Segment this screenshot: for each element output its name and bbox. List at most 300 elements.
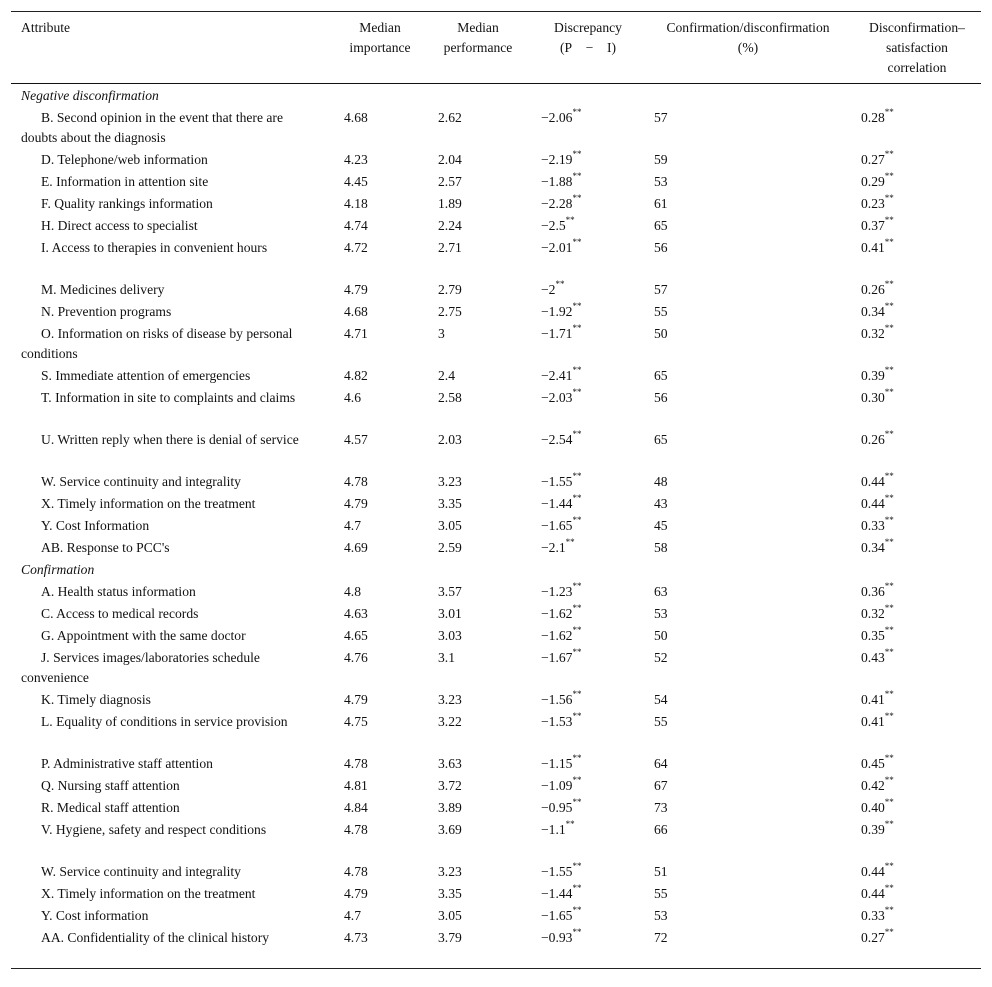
cell-discrepancy-value: −2.01 bbox=[541, 240, 573, 255]
cell-attribute bbox=[21, 494, 311, 514]
cell-confirmation bbox=[654, 626, 668, 646]
significance-mark: ** bbox=[565, 537, 575, 548]
cell-median-performance-value: 2.58 bbox=[438, 390, 462, 405]
section-title: Negative disconfirmation bbox=[21, 88, 159, 103]
cell-attribute bbox=[21, 798, 311, 818]
cell-discrepancy bbox=[541, 928, 581, 948]
cell-confirmation-value: 65 bbox=[654, 368, 668, 383]
table-row bbox=[11, 710, 981, 752]
table-row bbox=[11, 214, 981, 236]
cell-median-performance-value: 2.24 bbox=[438, 218, 462, 233]
cell-correlation-value: 0.44 bbox=[861, 864, 885, 879]
cell-median-importance-value: 4.45 bbox=[344, 174, 368, 189]
cell-attribute bbox=[21, 820, 311, 840]
table-bottom-rule bbox=[11, 968, 981, 969]
cell-confirmation-value: 73 bbox=[654, 800, 668, 815]
cell-median-performance-value: 3.89 bbox=[438, 800, 462, 815]
cell-attribute bbox=[21, 928, 311, 948]
cell-correlation-value: 0.43 bbox=[861, 650, 885, 665]
cell-correlation-value: 0.41 bbox=[861, 714, 885, 729]
cell-attribute bbox=[21, 194, 311, 214]
cell-confirmation-value: 63 bbox=[654, 584, 668, 599]
cell-correlation bbox=[861, 928, 894, 948]
cell-correlation-value: 0.44 bbox=[861, 496, 885, 511]
cell-median-importance bbox=[344, 776, 368, 796]
cell-median-importance-value: 4.65 bbox=[344, 628, 368, 643]
cell-confirmation-value: 65 bbox=[654, 432, 668, 447]
table-row bbox=[11, 752, 981, 774]
cell-attribute-value: N. Prevention programs bbox=[41, 304, 172, 319]
cell-median-importance bbox=[344, 108, 368, 128]
cell-median-importance bbox=[344, 690, 368, 710]
cell-correlation bbox=[861, 430, 894, 450]
cell-correlation-value: 0.39 bbox=[861, 368, 885, 383]
cell-discrepancy bbox=[541, 776, 581, 796]
cell-attribute-value: U. Written reply when there is denial of service bbox=[41, 432, 299, 447]
significance-mark: ** bbox=[884, 237, 894, 248]
cell-confirmation-value: 53 bbox=[654, 174, 668, 189]
cell-median-importance-value: 4.78 bbox=[344, 474, 368, 489]
significance-mark: ** bbox=[884, 775, 894, 786]
cell-correlation bbox=[861, 516, 894, 536]
cell-discrepancy-value: −2.5 bbox=[541, 218, 566, 233]
table-row bbox=[11, 688, 981, 710]
cell-median-importance-value: 4.57 bbox=[344, 432, 368, 447]
significance-mark: ** bbox=[572, 323, 582, 334]
cell-discrepancy bbox=[541, 516, 581, 536]
cell-attribute bbox=[21, 582, 311, 602]
cell-correlation bbox=[861, 494, 894, 514]
significance-mark: ** bbox=[884, 537, 894, 548]
significance-mark: ** bbox=[884, 323, 894, 334]
cell-correlation-value: 0.41 bbox=[861, 692, 885, 707]
table-row bbox=[11, 774, 981, 796]
table-row bbox=[11, 106, 981, 148]
cell-correlation bbox=[861, 582, 894, 602]
cell-median-importance-value: 4.79 bbox=[344, 496, 368, 511]
cell-median-importance bbox=[344, 494, 368, 514]
cell-confirmation-value: 64 bbox=[654, 756, 668, 771]
cell-attribute bbox=[21, 472, 311, 492]
significance-mark: ** bbox=[884, 493, 894, 504]
cell-median-importance-value: 4.7 bbox=[344, 518, 361, 533]
cell-attribute bbox=[21, 884, 311, 904]
cell-median-performance-value: 2.03 bbox=[438, 432, 462, 447]
cell-attribute-value: D. Telephone/web information bbox=[41, 152, 208, 167]
cell-median-performance-value: 3.69 bbox=[438, 822, 462, 837]
cell-median-performance-value: 2.75 bbox=[438, 304, 462, 319]
cell-correlation-value: 0.44 bbox=[861, 474, 885, 489]
cell-median-performance bbox=[438, 472, 462, 492]
cell-median-performance bbox=[438, 884, 462, 904]
cell-confirmation bbox=[654, 690, 668, 710]
cell-attribute bbox=[21, 862, 311, 882]
table-row bbox=[11, 646, 981, 688]
cell-correlation bbox=[861, 324, 894, 344]
cell-confirmation-value: 54 bbox=[654, 692, 668, 707]
cell-discrepancy bbox=[541, 582, 581, 602]
cell-confirmation-value: 52 bbox=[654, 650, 668, 665]
cell-median-importance bbox=[344, 906, 361, 926]
cell-confirmation-value: 50 bbox=[654, 628, 668, 643]
table-header bbox=[11, 12, 981, 83]
significance-mark: ** bbox=[884, 581, 894, 592]
cell-median-performance-value: 2.4 bbox=[438, 368, 455, 383]
cell-discrepancy bbox=[541, 798, 581, 818]
cell-attribute bbox=[21, 388, 311, 408]
significance-mark: ** bbox=[572, 171, 582, 182]
cell-correlation-value: 0.26 bbox=[861, 282, 885, 297]
cell-median-importance bbox=[344, 194, 368, 214]
cell-confirmation bbox=[654, 494, 668, 514]
cell-median-performance bbox=[438, 626, 462, 646]
significance-mark: ** bbox=[565, 215, 575, 226]
cell-median-importance bbox=[344, 472, 368, 492]
significance-mark: ** bbox=[884, 927, 894, 938]
cell-discrepancy-value: −2.19 bbox=[541, 152, 573, 167]
cell-attribute bbox=[21, 302, 311, 322]
significance-mark: ** bbox=[572, 107, 582, 118]
significance-mark: ** bbox=[572, 429, 582, 440]
cell-correlation bbox=[861, 906, 894, 926]
cell-median-importance bbox=[344, 754, 368, 774]
cell-median-importance bbox=[344, 712, 368, 732]
cell-attribute bbox=[21, 538, 311, 558]
significance-mark: ** bbox=[884, 429, 894, 440]
cell-confirmation-value: 66 bbox=[654, 822, 668, 837]
cell-attribute bbox=[21, 754, 311, 774]
cell-confirmation bbox=[654, 516, 668, 536]
cell-median-importance bbox=[344, 538, 368, 558]
cell-discrepancy bbox=[541, 494, 581, 514]
cell-attribute bbox=[21, 280, 311, 300]
cell-median-performance-value: 3.63 bbox=[438, 756, 462, 771]
cell-correlation bbox=[861, 538, 894, 558]
cell-median-performance-value: 2.04 bbox=[438, 152, 462, 167]
significance-mark: ** bbox=[884, 647, 894, 658]
cell-confirmation bbox=[654, 172, 668, 192]
significance-mark: ** bbox=[884, 301, 894, 312]
cell-discrepancy-value: −1.23 bbox=[541, 584, 573, 599]
significance-mark: ** bbox=[572, 365, 582, 376]
cell-correlation bbox=[861, 302, 894, 322]
cell-attribute bbox=[21, 712, 311, 732]
cell-median-performance bbox=[438, 712, 462, 732]
significance-mark: ** bbox=[572, 515, 582, 526]
cell-median-importance bbox=[344, 604, 368, 624]
cell-median-performance-value: 3.01 bbox=[438, 606, 462, 621]
cell-confirmation-value: 58 bbox=[654, 540, 668, 555]
table-row bbox=[11, 322, 981, 364]
cell-confirmation bbox=[654, 798, 668, 818]
cell-discrepancy-value: −1.44 bbox=[541, 886, 573, 901]
cell-median-performance bbox=[438, 754, 462, 774]
cell-median-importance-value: 4.18 bbox=[344, 196, 368, 211]
cell-attribute-value: L. Equality of conditions in service provision bbox=[41, 714, 288, 729]
cell-discrepancy bbox=[541, 626, 581, 646]
cell-median-performance bbox=[438, 538, 462, 558]
cell-attribute-value: I. Access to therapies in convenient hours bbox=[41, 240, 268, 255]
cell-attribute bbox=[21, 150, 311, 170]
cell-median-importance-value: 4.68 bbox=[344, 304, 368, 319]
table-row bbox=[11, 236, 981, 278]
cell-confirmation-value: 67 bbox=[654, 778, 668, 793]
cell-median-performance bbox=[438, 820, 462, 840]
cell-median-importance-value: 4.78 bbox=[344, 864, 368, 879]
cell-attribute bbox=[21, 324, 311, 364]
cell-median-performance-value: 3.05 bbox=[438, 908, 462, 923]
cell-attribute bbox=[21, 626, 311, 646]
cell-correlation bbox=[861, 238, 894, 258]
cell-attribute-value: Q. Nursing staff attention bbox=[41, 778, 180, 793]
cell-correlation bbox=[861, 820, 894, 840]
section-heading bbox=[11, 558, 981, 580]
cell-attribute bbox=[21, 604, 311, 624]
cell-median-performance bbox=[438, 798, 462, 818]
cell-discrepancy-value: −1.88 bbox=[541, 174, 573, 189]
cell-median-importance bbox=[344, 626, 368, 646]
cell-attribute-value: H. Direct access to specialist bbox=[41, 218, 198, 233]
cell-discrepancy bbox=[541, 238, 581, 258]
cell-correlation-value: 0.40 bbox=[861, 800, 885, 815]
cell-median-performance-value: 3.23 bbox=[438, 692, 462, 707]
cell-discrepancy-value: −1.55 bbox=[541, 474, 573, 489]
significance-mark: ** bbox=[884, 193, 894, 204]
significance-mark: ** bbox=[572, 753, 582, 764]
cell-confirmation bbox=[654, 324, 668, 344]
cell-median-importance-value: 4.71 bbox=[344, 326, 368, 341]
cell-confirmation-value: 48 bbox=[654, 474, 668, 489]
table-row bbox=[11, 428, 981, 470]
cell-median-performance-value: 2.57 bbox=[438, 174, 462, 189]
cell-confirmation bbox=[654, 472, 668, 492]
significance-mark: ** bbox=[572, 905, 582, 916]
cell-correlation-value: 0.44 bbox=[861, 886, 885, 901]
cell-correlation bbox=[861, 366, 894, 386]
cell-median-performance bbox=[438, 516, 462, 536]
cell-correlation-value: 0.27 bbox=[861, 930, 885, 945]
cell-confirmation bbox=[654, 238, 668, 258]
cell-median-performance bbox=[438, 648, 455, 668]
cell-median-performance-value: 2.71 bbox=[438, 240, 462, 255]
cell-median-importance-value: 4.81 bbox=[344, 778, 368, 793]
cell-attribute bbox=[21, 516, 311, 536]
cell-confirmation bbox=[654, 604, 668, 624]
cell-discrepancy-value: −1.15 bbox=[541, 756, 573, 771]
significance-mark: ** bbox=[572, 387, 582, 398]
cell-median-importance-value: 4.7 bbox=[344, 908, 361, 923]
cell-correlation-value: 0.32 bbox=[861, 606, 885, 621]
table-row bbox=[11, 904, 981, 926]
cell-confirmation bbox=[654, 582, 668, 602]
significance-mark: ** bbox=[884, 107, 894, 118]
table-row bbox=[11, 170, 981, 192]
significance-mark: ** bbox=[884, 689, 894, 700]
header-confirmation: Confirmation/disconfirmation (%) bbox=[666, 20, 830, 55]
cell-discrepancy-value: −1.1 bbox=[541, 822, 566, 837]
cell-correlation-value: 0.23 bbox=[861, 196, 885, 211]
cell-confirmation-value: 50 bbox=[654, 326, 668, 341]
cell-discrepancy bbox=[541, 302, 581, 322]
cell-confirmation-value: 65 bbox=[654, 218, 668, 233]
cell-discrepancy-value: −1.92 bbox=[541, 304, 573, 319]
cell-discrepancy-value: −1.71 bbox=[541, 326, 573, 341]
cell-discrepancy bbox=[541, 430, 581, 450]
cell-median-importance-value: 4.68 bbox=[344, 110, 368, 125]
cell-correlation-value: 0.28 bbox=[861, 110, 885, 125]
cell-median-performance-value: 3.03 bbox=[438, 628, 462, 643]
significance-mark: ** bbox=[884, 515, 894, 526]
cell-confirmation-value: 55 bbox=[654, 886, 668, 901]
cell-median-performance-value: 2.79 bbox=[438, 282, 462, 297]
cell-confirmation-value: 43 bbox=[654, 496, 668, 511]
cell-correlation bbox=[861, 472, 894, 492]
cell-attribute-value: S. Immediate attention of emergencies bbox=[41, 368, 251, 383]
cell-discrepancy-value: −1.53 bbox=[541, 714, 573, 729]
cell-median-performance bbox=[438, 366, 455, 386]
cell-median-performance bbox=[438, 906, 462, 926]
cell-correlation bbox=[861, 754, 894, 774]
cell-confirmation bbox=[654, 928, 668, 948]
cell-correlation bbox=[861, 776, 894, 796]
cell-discrepancy bbox=[541, 472, 581, 492]
significance-mark: ** bbox=[555, 279, 565, 290]
cell-correlation bbox=[861, 150, 894, 170]
cell-median-importance-value: 4.72 bbox=[344, 240, 368, 255]
cell-median-performance bbox=[438, 388, 462, 408]
table-row bbox=[11, 300, 981, 322]
cell-attribute bbox=[21, 238, 311, 258]
cell-median-performance bbox=[438, 324, 445, 344]
cell-median-importance-value: 4.8 bbox=[344, 584, 361, 599]
cell-median-performance-value: 3.79 bbox=[438, 930, 462, 945]
significance-mark: ** bbox=[572, 581, 582, 592]
cell-median-performance bbox=[438, 862, 462, 882]
significance-mark: ** bbox=[884, 753, 894, 764]
cell-median-importance-value: 4.74 bbox=[344, 218, 368, 233]
cell-discrepancy-value: −1.65 bbox=[541, 908, 573, 923]
cell-confirmation bbox=[654, 108, 668, 128]
cell-correlation bbox=[861, 194, 894, 214]
cell-correlation bbox=[861, 604, 894, 624]
cell-attribute-value: AA. Confidentiality of the clinical history bbox=[41, 930, 270, 945]
significance-mark: ** bbox=[884, 797, 894, 808]
table-row bbox=[11, 492, 981, 514]
cell-attribute-value: C. Access to medical records bbox=[41, 606, 199, 621]
cell-attribute bbox=[21, 108, 311, 148]
cell-correlation-value: 0.32 bbox=[861, 326, 885, 341]
cell-median-performance-value: 2.59 bbox=[438, 540, 462, 555]
cell-correlation-value: 0.37 bbox=[861, 218, 885, 233]
significance-mark: ** bbox=[572, 603, 582, 614]
significance-mark: ** bbox=[884, 625, 894, 636]
cell-attribute-value: X. Timely information on the treatment bbox=[41, 886, 256, 901]
cell-median-performance-value: 2.62 bbox=[438, 110, 462, 125]
cell-median-importance-value: 4.75 bbox=[344, 714, 368, 729]
cell-median-performance bbox=[438, 150, 462, 170]
cell-confirmation bbox=[654, 648, 668, 668]
cell-correlation-value: 0.35 bbox=[861, 628, 885, 643]
cell-median-performance bbox=[438, 494, 462, 514]
cell-discrepancy-value: −2.1 bbox=[541, 540, 566, 555]
table-row bbox=[11, 796, 981, 818]
cell-discrepancy-value: −2.54 bbox=[541, 432, 573, 447]
cell-confirmation bbox=[654, 884, 668, 904]
cell-median-performance bbox=[438, 430, 462, 450]
cell-median-performance bbox=[438, 690, 462, 710]
cell-median-importance bbox=[344, 430, 368, 450]
cell-attribute bbox=[21, 216, 311, 236]
significance-mark: ** bbox=[884, 171, 894, 182]
cell-attribute-value: P. Administrative staff attention bbox=[41, 756, 213, 771]
cell-median-performance bbox=[438, 280, 462, 300]
header-discrepancy: Discrepancy (P − I) bbox=[554, 20, 622, 55]
cell-discrepancy-value: −1.65 bbox=[541, 518, 573, 533]
cell-median-importance-value: 4.69 bbox=[344, 540, 368, 555]
significance-mark: ** bbox=[884, 819, 894, 830]
cell-attribute bbox=[21, 906, 311, 926]
significance-mark: ** bbox=[572, 775, 582, 786]
cell-discrepancy-value: −0.95 bbox=[541, 800, 573, 815]
cell-median-importance-value: 4.6 bbox=[344, 390, 361, 405]
cell-confirmation bbox=[654, 302, 668, 322]
cell-median-performance-value: 3.1 bbox=[438, 650, 455, 665]
significance-mark: ** bbox=[572, 861, 582, 872]
table-row bbox=[11, 192, 981, 214]
cell-median-importance bbox=[344, 216, 368, 236]
cell-median-importance-value: 4.63 bbox=[344, 606, 368, 621]
cell-attribute bbox=[21, 776, 311, 796]
significance-mark: ** bbox=[884, 365, 894, 376]
cell-correlation bbox=[861, 690, 894, 710]
header-correlation: Disconfirmation– satisfaction correlation bbox=[869, 20, 965, 75]
cell-discrepancy bbox=[541, 324, 581, 344]
cell-discrepancy bbox=[541, 604, 581, 624]
cell-confirmation-value: 56 bbox=[654, 240, 668, 255]
significance-mark: ** bbox=[572, 647, 582, 658]
cell-confirmation bbox=[654, 194, 668, 214]
cell-confirmation bbox=[654, 366, 668, 386]
cell-median-performance-value: 3.23 bbox=[438, 864, 462, 879]
cell-correlation bbox=[861, 626, 894, 646]
cell-median-performance-value: 3.57 bbox=[438, 584, 462, 599]
cell-discrepancy bbox=[541, 754, 581, 774]
cell-median-importance-value: 4.79 bbox=[344, 886, 368, 901]
significance-mark: ** bbox=[565, 819, 575, 830]
cell-correlation bbox=[861, 798, 894, 818]
significance-mark: ** bbox=[884, 471, 894, 482]
cell-confirmation bbox=[654, 388, 668, 408]
significance-mark: ** bbox=[572, 883, 582, 894]
cell-discrepancy bbox=[541, 366, 581, 386]
section-heading bbox=[11, 84, 981, 106]
significance-mark: ** bbox=[572, 797, 582, 808]
cell-median-performance bbox=[438, 928, 462, 948]
cell-median-importance bbox=[344, 324, 368, 344]
cell-confirmation-value: 56 bbox=[654, 390, 668, 405]
significance-mark: ** bbox=[572, 149, 582, 160]
cell-median-importance-value: 4.79 bbox=[344, 692, 368, 707]
cell-attribute-value: W. Service continuity and integrality bbox=[41, 864, 241, 879]
cell-discrepancy bbox=[541, 172, 581, 192]
cell-discrepancy-value: −1.56 bbox=[541, 692, 573, 707]
significance-mark: ** bbox=[884, 905, 894, 916]
table-row bbox=[11, 278, 981, 300]
cell-confirmation-value: 59 bbox=[654, 152, 668, 167]
cell-median-importance bbox=[344, 150, 368, 170]
cell-confirmation-value: 55 bbox=[654, 714, 668, 729]
significance-mark: ** bbox=[884, 387, 894, 398]
